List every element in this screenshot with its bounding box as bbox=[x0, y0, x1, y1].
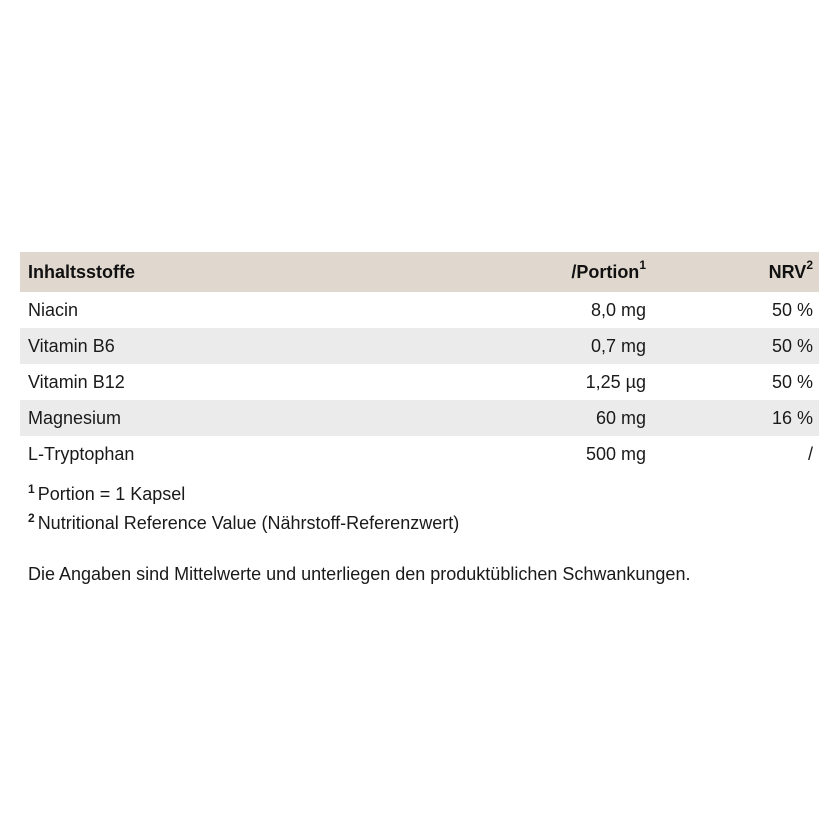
footnote-nrv bbox=[28, 509, 459, 538]
ingredient-name: Magnesium bbox=[20, 400, 454, 436]
ingredient-portion: 500 mg bbox=[585, 444, 646, 464]
table-row bbox=[20, 328, 819, 364]
footnote-text: Nutritional Reference Value (Nährstoff-Referenzwert) bbox=[37, 513, 460, 533]
ingredient-nrv: 50 % bbox=[771, 372, 813, 392]
ingredient-nrv: 50 % bbox=[771, 300, 813, 320]
nutrition-table bbox=[20, 252, 819, 472]
ingredient-nrv: 16 % bbox=[652, 400, 819, 436]
footnotes bbox=[28, 480, 459, 538]
footnote-text: Portion = 1 Kapsel bbox=[37, 484, 186, 504]
footnote-portion bbox=[28, 480, 459, 509]
table-header-row bbox=[20, 252, 819, 292]
ingredient-nrv: / bbox=[807, 444, 813, 464]
footnote-marker: 2 bbox=[28, 511, 35, 525]
table-row bbox=[20, 364, 819, 400]
ingredient-name: Vitamin B12 bbox=[28, 372, 125, 392]
table-row bbox=[20, 436, 819, 472]
ingredient-nrv: 50 % bbox=[652, 328, 819, 364]
ingredient-portion: 0,7 mg bbox=[454, 328, 652, 364]
header-portion-footnote-marker: 1 bbox=[639, 258, 646, 272]
table-row bbox=[20, 400, 819, 436]
table-row bbox=[20, 292, 819, 328]
header-nrv-footnote-marker: 2 bbox=[806, 258, 813, 272]
header-nrv: NRV$^2$ bbox=[652, 252, 819, 292]
footnote-marker: 1 bbox=[28, 482, 35, 496]
ingredient-portion: 8,0 mg bbox=[590, 300, 646, 320]
ingredient-portion: 1,25 µg bbox=[585, 372, 646, 392]
ingredient-name: L-Tryptophan bbox=[28, 444, 135, 464]
ingredient-name: Vitamin B6 bbox=[20, 328, 454, 364]
disclaimer-text: Die Angaben sind Mittelwerte und unterliegen den produktüblichen Schwankungen. bbox=[28, 564, 691, 584]
ingredient-portion: 60 mg bbox=[454, 400, 652, 436]
ingredient-name: Niacin bbox=[28, 300, 79, 320]
header-portion: /Portion$^1$ bbox=[454, 252, 652, 292]
header-ingredients: Inhaltsstoffe bbox=[20, 252, 454, 292]
